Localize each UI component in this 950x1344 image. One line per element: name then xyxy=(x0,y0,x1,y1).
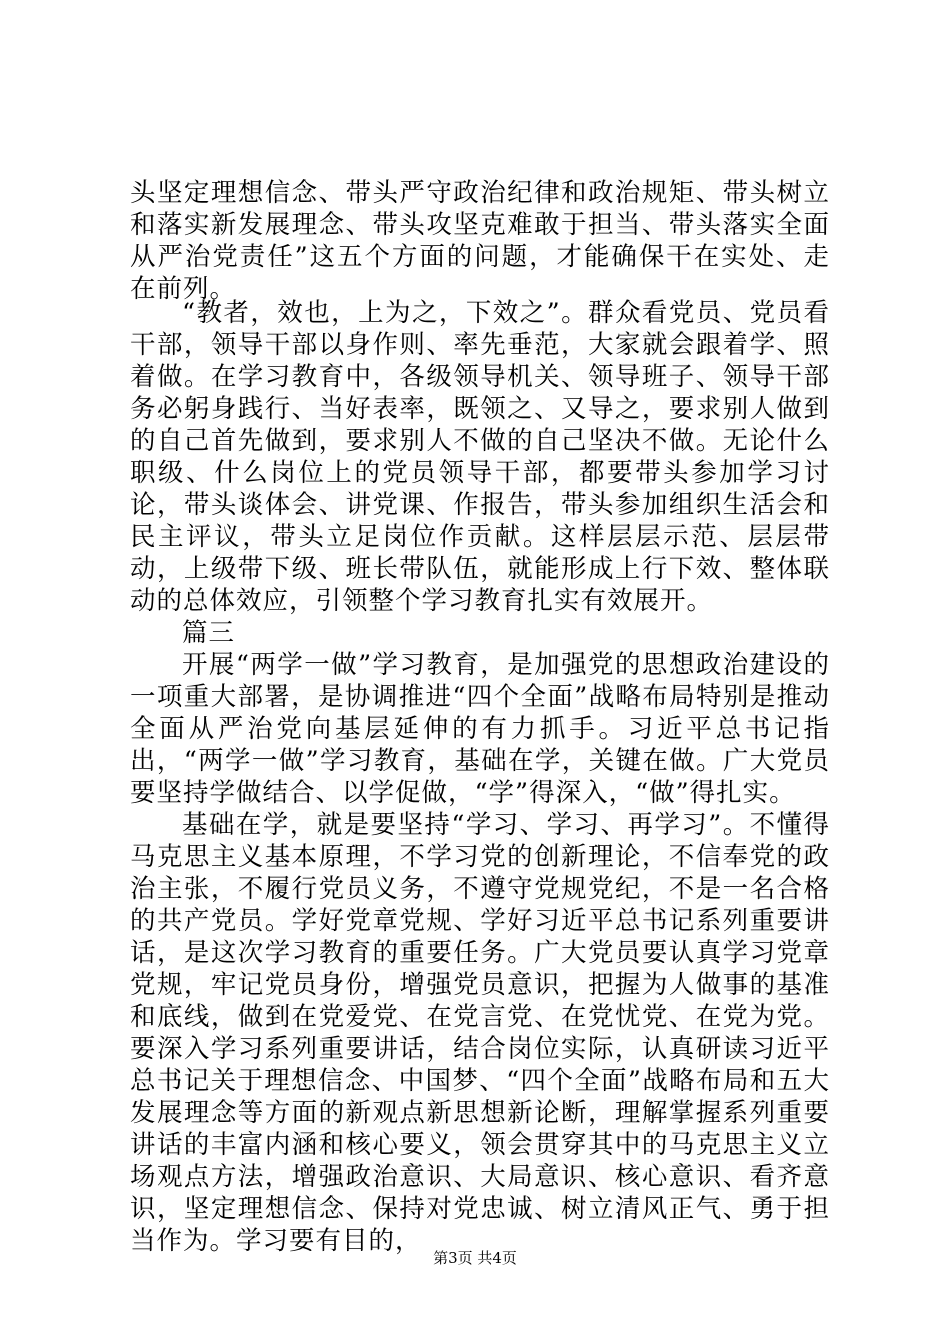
paragraph-continued: 头坚定理想信念、带头严守政治纪律和政治规矩、带头树立和落实新发展理念、带头攻坚克难敢于担当、带头落实全面从严治党责任”这五个方面的问题，才能确保干在实处、走在前列。 xyxy=(130,178,830,304)
paragraph-two-learn-one-do: 开展“两学一做”学习教育，是加强党的思想政治建设的一项重大部署，是协调推进“四个全面”战略布局特别是推动全面从严治党向基层延伸的有力抓手。习近平总书记指出，“两学一做”学习教育，基础在学，关键在做。广大党员要坚持学做结合、以学促做，“学”得深入，“做”得扎实。 xyxy=(130,650,830,808)
paragraph-foundation-in-study: 基础在学，就是要坚持“学习、学习、再学习”。不懂得马克思主义基本原理，不学习党的创新理论，不信奉党的政治主张，不履行党员义务，不遵守党规党纪，不是一名合格的共产党员。学好党章党规、学好习近平总书记系列重要讲话，是这次学习教育的重要任务。广大党员要认真学习党章党规，牢记党员身份，增强党员意识，把握为人做事的基准和底线，做到在党爱党、在党言党、在党忧党、在党为党。要深入学习系列重要讲话，结合岗位实际，认真研读习近平总书记关于理想信念、中国梦、“四个全面”战略布局和五大发展理念等方面的新观点新思想新论断，理解掌握系列重要讲话的丰富内涵和核心要义，领会贯穿其中的马克思主义立场观点方法，增强政治意识、大局意识、核心意识、看齐意识，坚定理想信念、保持对党忠诚、树立清风正气、勇于担当作为。学习要有目的， xyxy=(130,810,830,1256)
paragraph-teaching: “教者，效也，上为之，下效之”。群众看党员、党员看干部，领导干部以身作则、率先垂范，大家就会跟着学、照着做。在学习教育中，各级领导机关、领导班子、领导干部务必躬身践行、当好表率，既领之、又导之，要求别人做到的自己首先做到，要求别人不做的自己坚决不做。无论什么职级、什么岗位上的党员领导干部，都要带头参加学习讨论，带头谈体会、讲党课、作报告，带头参加组织生活会和民主评议，带头立足岗位作贡献。这样层层示范、层层带动，上级带下级、班长带队伍，就能形成上行下效、整体联动的总体效应，引领整个学习教育扎实有效展开。 xyxy=(130,298,830,616)
text-block-top xyxy=(130,177,830,305)
section-heading: 篇三 xyxy=(182,618,236,648)
text-block-main xyxy=(130,297,830,1257)
page-footer: 第3页 共4页 xyxy=(433,1249,517,1267)
